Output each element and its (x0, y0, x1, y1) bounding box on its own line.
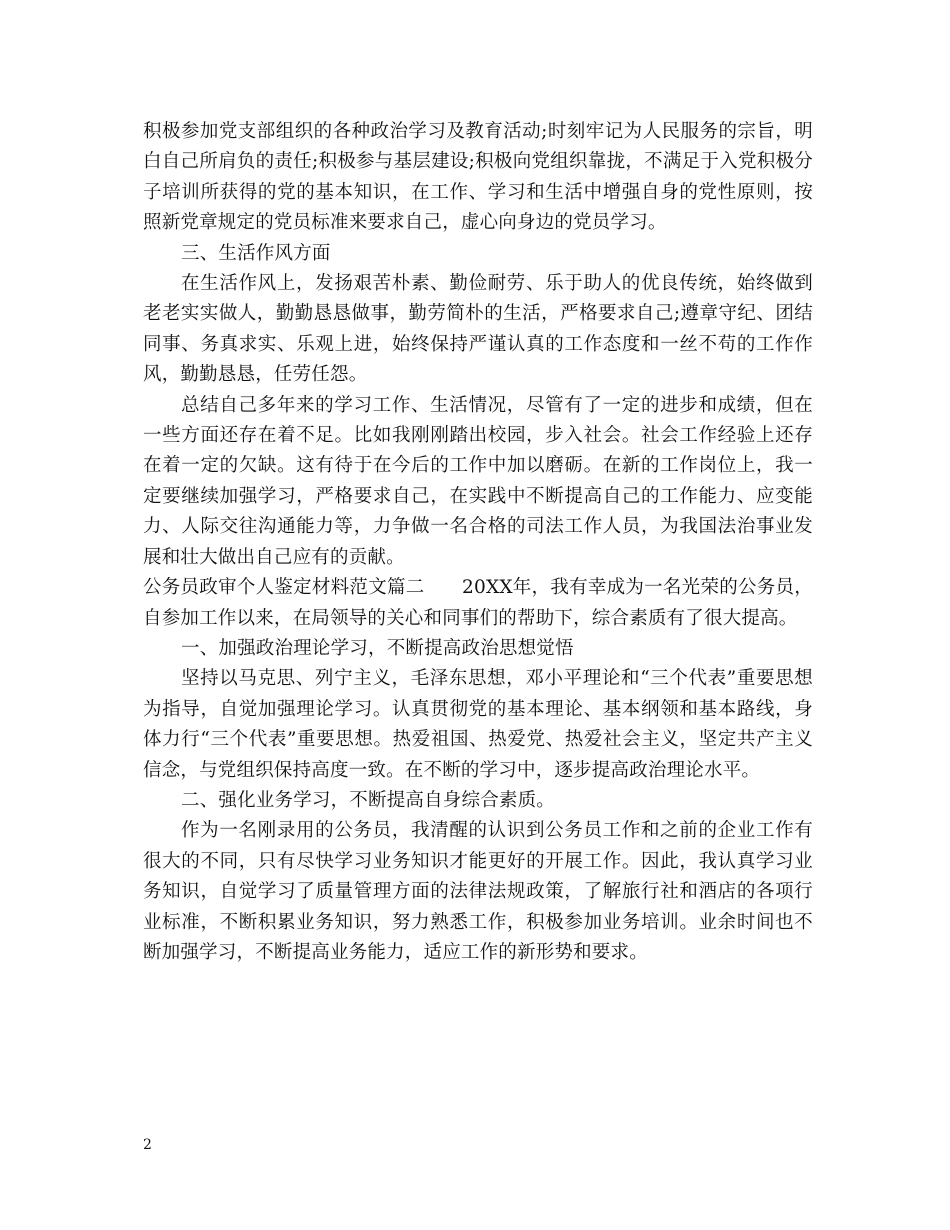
paragraph-summary: 总结自己多年来的学习工作、生活情况，尽管有了一定的进步和成绩，但在一些方面还存在着不足。比如我刚刚踏出校园，步入社会。社会工作经验上还存在着一定的欠缺。这有待于在今后的工作中加以磨砺。在新的工作岗位上，我一定要继续加强学习，严格要求自己，在实践中不断提高自己的工作能力、应变能力、人际交往沟通能力等，力争做一名合格的司法工作人员，为我国法治事业发展和壮大做出自己应有的贡献。 (143, 394, 813, 568)
heading-political-theory: 一、加强政治理论学习，不断提高政治思想觉悟 (181, 637, 574, 659)
paragraph-party-activities: 积极参加党支部组织的各种政治学习及教育活动;时刻牢记为人民服务的宗旨，明白自己所肩负的责任;积极参与基层建设;积极向党组织靠拢，不满足于入党积极分子培训所获得的党的基本知识，在工作、学习和生活中增强自身的党性原则，按照新党章规定的党员标准来要求自己，虚心向身边的党员学习。 (143, 121, 813, 234)
paragraph-lifestyle: 在生活作风上，发扬艰苦朴素、勤俭耐劳、乐于助人的优良传统，始终做到老老实实做人，勤勤恳恳做事，勤劳简朴的生活，严格要求自己;遵章守纪、团结同事、务真求实、乐观上进，始终保持严谨认真的工作态度和一丝不苟的工作作风，勤勤恳恳，任劳任怨。 (143, 273, 813, 386)
paragraph-business-study: 作为一名刚录用的公务员，我清醒的认识到公务员工作和之前的企业工作有很大的不同，只有尽快学习业务知识才能更好的开展工作。因此，我认真学习业务知识，自觉学习了质量管理方面的法律法规政策，了解旅行社和酒店的各项行业标准，不断积累业务知识，努力熟悉工作，积极参加业务培训。业余时间也不断加强学习，不断提高业务能力，适应工作的新形势和要求。 (143, 820, 813, 963)
heading-business-study: 二、强化业务学习，不断提高自身综合素质。 (181, 789, 556, 811)
heading-lifestyle: 三、生活作风方面 (181, 242, 331, 264)
paragraph-article-two-intro: 公务员政审个人鉴定材料范文篇二 20XX年，我有幸成为一名光荣的公务员，自参加工作以来，在局领导的关心和同事们的帮助下，综合素质有了很大提高。 (143, 577, 813, 629)
page-number: 2 (143, 1137, 152, 1153)
document-body (143, 117, 813, 968)
paragraph-political-theory: 坚持以马克思、列宁主义，毛泽东思想，邓小平理论和“三个代表”重要思想为指导，自觉加强理论学习。认真贯彻党的基本理论、基本纲领和基本路线，身体力行“三个代表”重要思想。热爱祖国、热爱党、热爱社会主义，坚定共产主义信念，与党组织保持高度一致。在不断的学习中，逐步提高政治理论水平。 (143, 668, 813, 781)
